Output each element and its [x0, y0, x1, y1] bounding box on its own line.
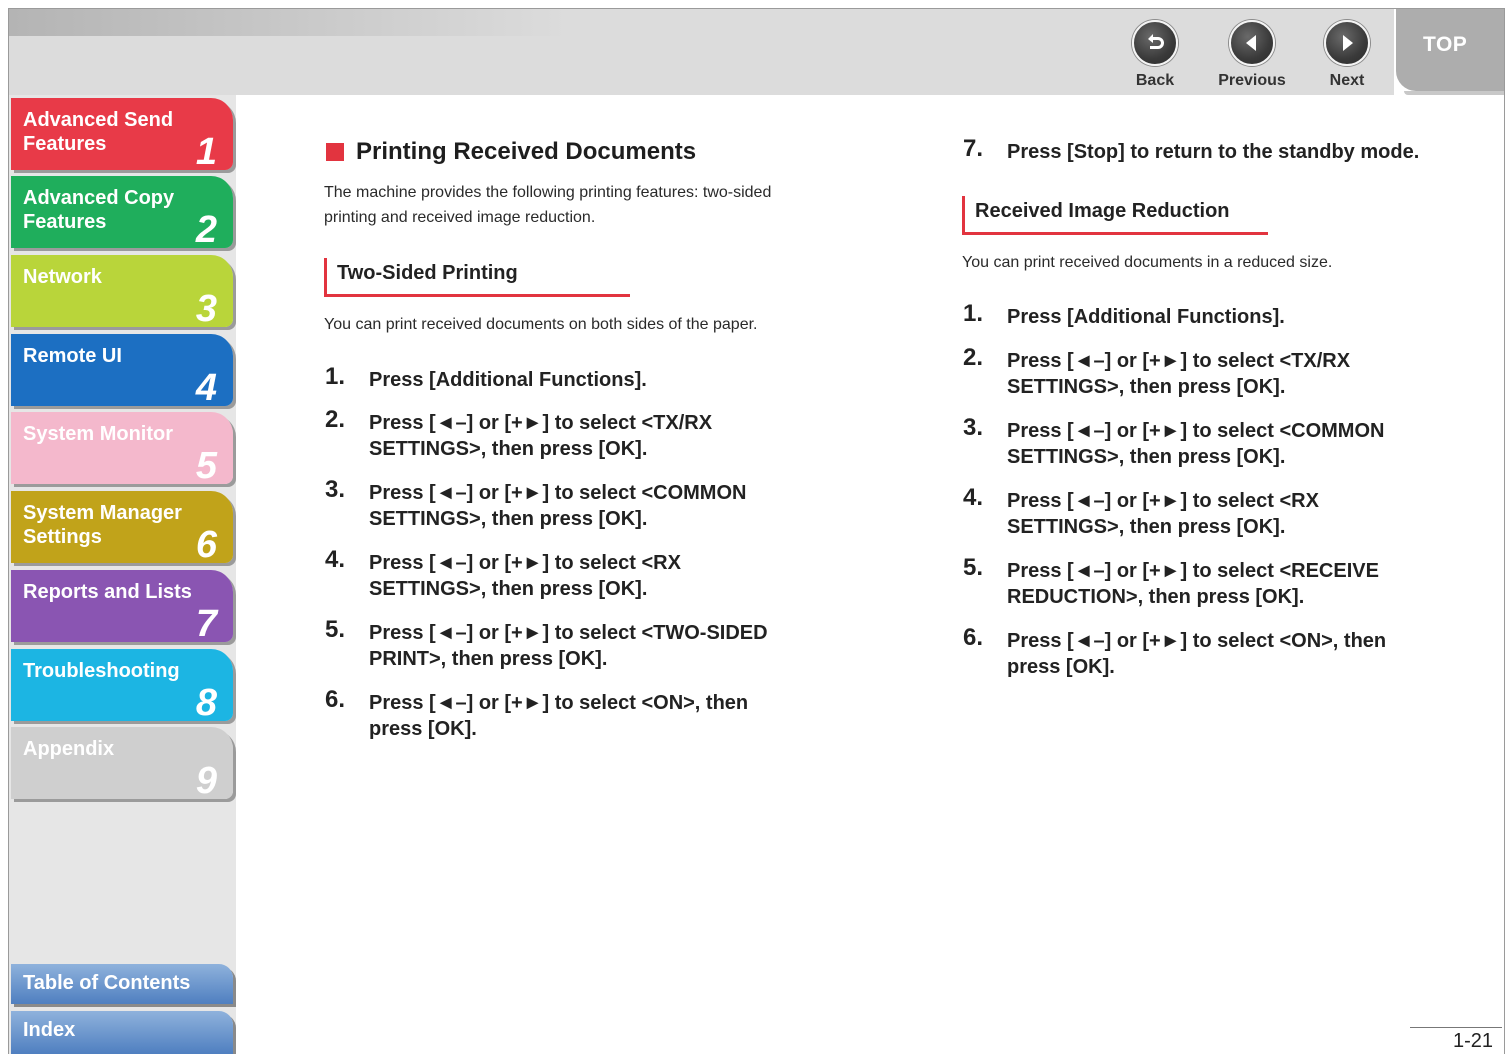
chapter-tab-2[interactable]	[11, 176, 233, 248]
chapter-number: 6	[195, 524, 217, 563]
chapter-tab-6[interactable]	[11, 491, 233, 563]
chapter-title: Advanced Send Features	[23, 109, 174, 155]
chapter-number: 5	[195, 445, 217, 484]
chapter-tab-9[interactable]	[11, 727, 233, 799]
reduction-description: You can print received documents in a reduced size.	[962, 254, 1333, 271]
two-sided-description: You can print received documents on both sides of the paper.	[324, 316, 758, 333]
chapter-number: 4	[195, 367, 217, 406]
next-button[interactable]	[1307, 20, 1387, 96]
chapter-number: 3	[195, 288, 217, 327]
chapter-tab-4[interactable]	[11, 334, 233, 406]
page-title: Printing Received Documents	[356, 138, 697, 165]
chapter-title: System Monitor	[23, 423, 174, 445]
reduction-heading: Received Image Reduction	[962, 196, 1266, 234]
chapter-title: Network	[23, 266, 102, 288]
next-label: Next	[1329, 72, 1365, 89]
back-label: Back	[1135, 72, 1175, 89]
top-tab-shadow	[1404, 91, 1504, 95]
toc-label: Table of Contents	[23, 972, 191, 994]
intro-text: The machine provides the following printing features: two-sided printing and received image reduction.	[324, 184, 772, 226]
chapter-title: System Manager Settings	[23, 502, 182, 548]
two-sided-heading: Two-Sided Printing	[324, 258, 628, 296]
chapter-number: 8	[195, 682, 217, 721]
chapter-title: Troubleshooting	[23, 660, 180, 682]
chapter-title: Appendix	[23, 738, 115, 760]
previous-icon	[1229, 20, 1275, 66]
section-marker-icon	[326, 143, 344, 161]
previous-label: Previous	[1218, 72, 1286, 89]
top-label: TOP	[1423, 33, 1468, 56]
chapter-number: 1	[195, 131, 217, 170]
chapter-title: Advanced Copy Features	[23, 187, 175, 233]
index-button[interactable]	[11, 1011, 233, 1054]
chapter-number: 2	[195, 209, 217, 248]
chapter-tab-3[interactable]	[11, 255, 233, 327]
page-number: 1-21	[1453, 1030, 1494, 1052]
chapter-tab-8[interactable]	[11, 649, 233, 721]
chapter-title: Remote UI	[23, 345, 122, 367]
chapter-tab-1[interactable]	[11, 98, 233, 170]
chapter-number: 9	[195, 760, 217, 799]
index-label: Index	[23, 1019, 76, 1041]
table-of-contents-button[interactable]	[11, 964, 233, 1004]
back-button[interactable]	[1115, 20, 1195, 96]
next-icon	[1324, 20, 1370, 66]
chapter-title: Reports and Lists	[23, 581, 192, 603]
back-icon	[1132, 20, 1178, 66]
chapter-tab-7[interactable]	[11, 570, 233, 642]
top-button[interactable]	[1396, 9, 1504, 91]
chapter-tab-5[interactable]	[11, 412, 233, 484]
chapter-number: 7	[195, 603, 217, 642]
page-number-rule	[1410, 1027, 1502, 1028]
previous-button[interactable]	[1212, 20, 1292, 96]
